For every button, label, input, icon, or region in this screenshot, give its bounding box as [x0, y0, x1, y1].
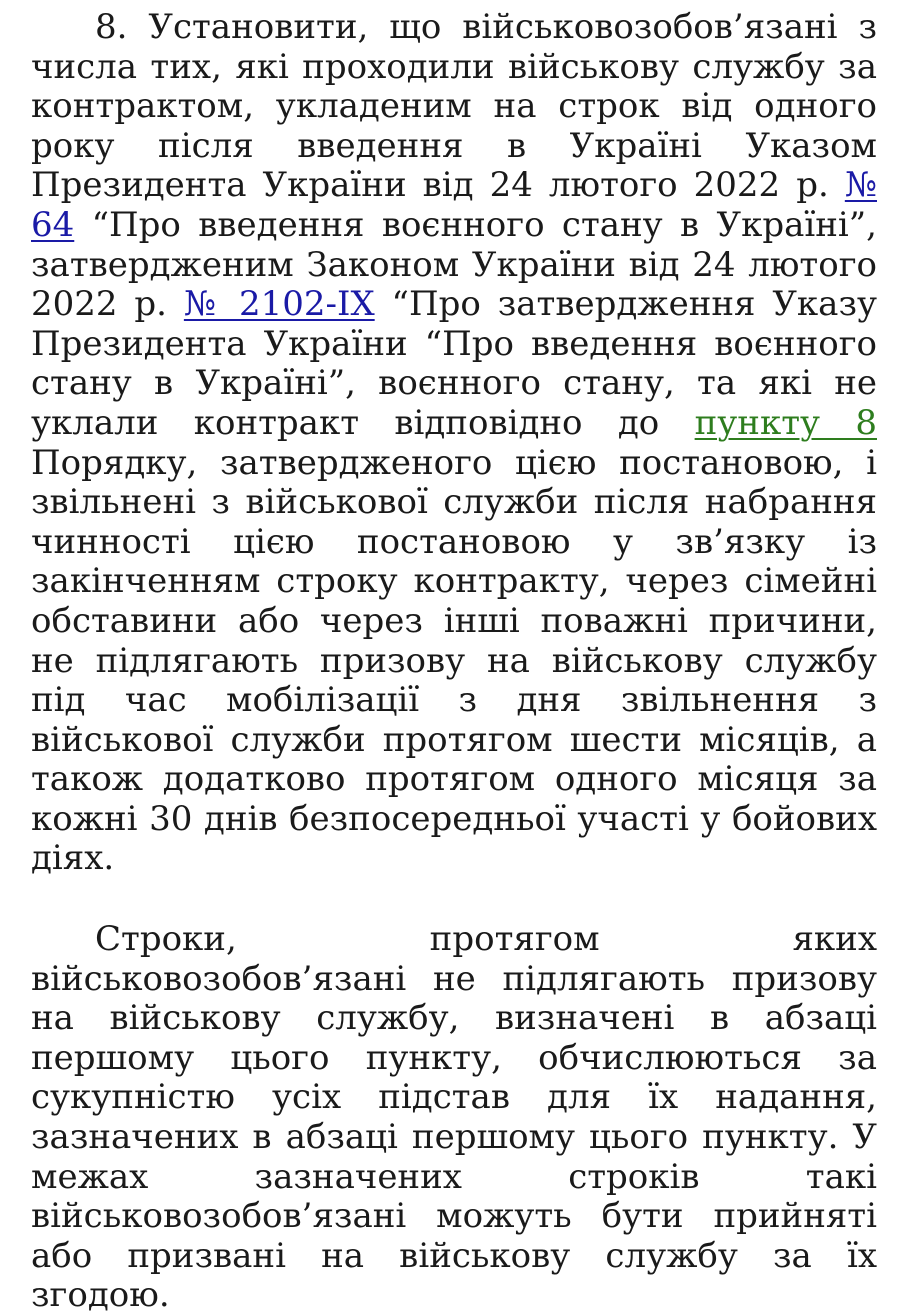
link-item-8[interactable]: пункту 8	[694, 402, 877, 443]
paragraph-text: Строки, протягом яких військовозобов’язані не підлягають призову на військову службу, визначені в абзаці першому цього пункту, обчислюються за сукупністю усіх підстав для їх надання, зазначених в абзаці першому цього пункту. У межах зазначених строків такі військовозобов’язані можуть бути прийняті або призвані на військову службу за їх згодою.	[31, 919, 877, 1316]
paragraph-text: Порядку, затвердженого цією постановою, і звільнені з військової служби після набрання чинності цією постановою у зв’язку із закінченням строку контракту, через сімейні обставини або через інші поважні причини, не підлягають призову на військову службу під час мобілізації з дня звільнення з військової служби протягом шести місяців, а також додатково протягом одного місяця за кожні 30 днів безпосередньої участі у бойових діях.	[31, 442, 877, 879]
link-law-2102-ix[interactable]: № 2102-IX	[183, 284, 375, 325]
paragraph-terms	[31, 920, 877, 1316]
paragraph-text: 8. Установити, що військовозобов’язані з числа тих, які проходили військову службу за контрактом, укладеним на строк від одного року після введення в Україні Указом Президента України від 24 лютого 2022 р.	[31, 7, 877, 206]
paragraph-text: “Про затвердження Указу Президента України “Про введення воєнного стану в Україні”, воєнного стану, та які не уклали контракт відповідно до	[31, 284, 877, 443]
paragraph-8	[31, 8, 877, 879]
paragraph-text: “Про введення воєнного стану в Україні”, затвердженим Законом України від 24 лютого 2022 р.	[31, 204, 877, 325]
link-decree-64[interactable]: № 64	[31, 165, 877, 245]
